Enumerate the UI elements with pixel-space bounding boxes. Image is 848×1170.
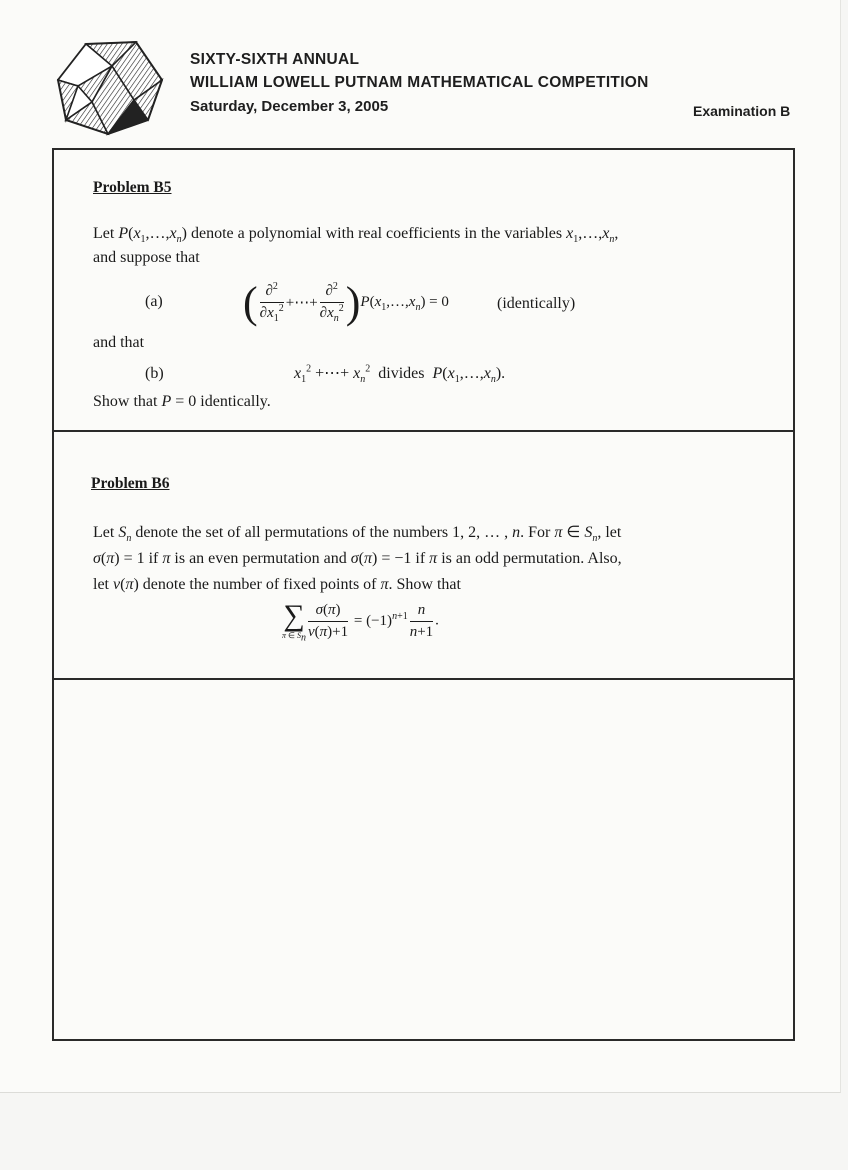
b6-line-2: σ(π) = 1 if π is an even permutation and σ(π) = −1 if π is an odd permutation. Also, xyxy=(93,550,622,567)
b5-conclusion: Show that P = 0 identically. xyxy=(93,393,271,410)
b6-line-3: let v(π) denote the number of fixed points of π. Show that xyxy=(93,576,461,593)
b5-label-b: (b) xyxy=(145,365,164,382)
b5-intro-line-2: and suppose that xyxy=(93,249,200,266)
b5-identically-note: (identically) xyxy=(497,295,576,312)
divider-b5-b6 xyxy=(52,430,795,432)
header-line-1: SIXTY-SIXTH ANNUAL xyxy=(190,51,360,68)
header-competition-name: WILLIAM LOWELL PUTNAM MATHEMATICAL COMPETITION xyxy=(190,74,649,91)
b6-sum-formula: ∑ π ∈ $S_n$ $\frac{\sigma(\pi)}{v(\pi)+1}$ = $(-1)^{n+1}$ $\frac{n}{n+1}$ . xyxy=(282,599,439,644)
header-date: Saturday, December 3, 2005 xyxy=(190,98,389,115)
b5-label-a: (a) xyxy=(145,293,163,310)
problem-b6-title: Problem B6 xyxy=(91,475,170,492)
b6-line-1: Let $S_n$ denote the set of all permutations of the numbers 1, 2, … , n. For π ∈ $S_n$, let xyxy=(93,524,622,545)
b5-condition-a-formula: ( $\frac{\partial^2}{\partial x_1^2}$ +⋯+ $\frac{\partial^2}{\partial x_n^2}$ )$P(x_1,\dots,x_n) = 0$ xyxy=(243,278,449,327)
polyhedron-logo-icon xyxy=(56,40,164,136)
header-examination: Examination B xyxy=(693,103,791,119)
b5-intro-line-1: Let $P(x_1,\dots,x_n)$ denote a polynomial with real coefficients in the variables $x_1,\dots,x_n$, xyxy=(93,225,619,246)
b5-condition-b-formula: $x_1^2$ +⋯+ $x_n^2$ divides $P(x_1,\dots,x_n)$. xyxy=(294,363,506,386)
divider-b6-blank xyxy=(52,678,795,680)
problem-b5-title: Problem B5 xyxy=(93,179,172,196)
b5-and-that: and that xyxy=(93,334,145,351)
